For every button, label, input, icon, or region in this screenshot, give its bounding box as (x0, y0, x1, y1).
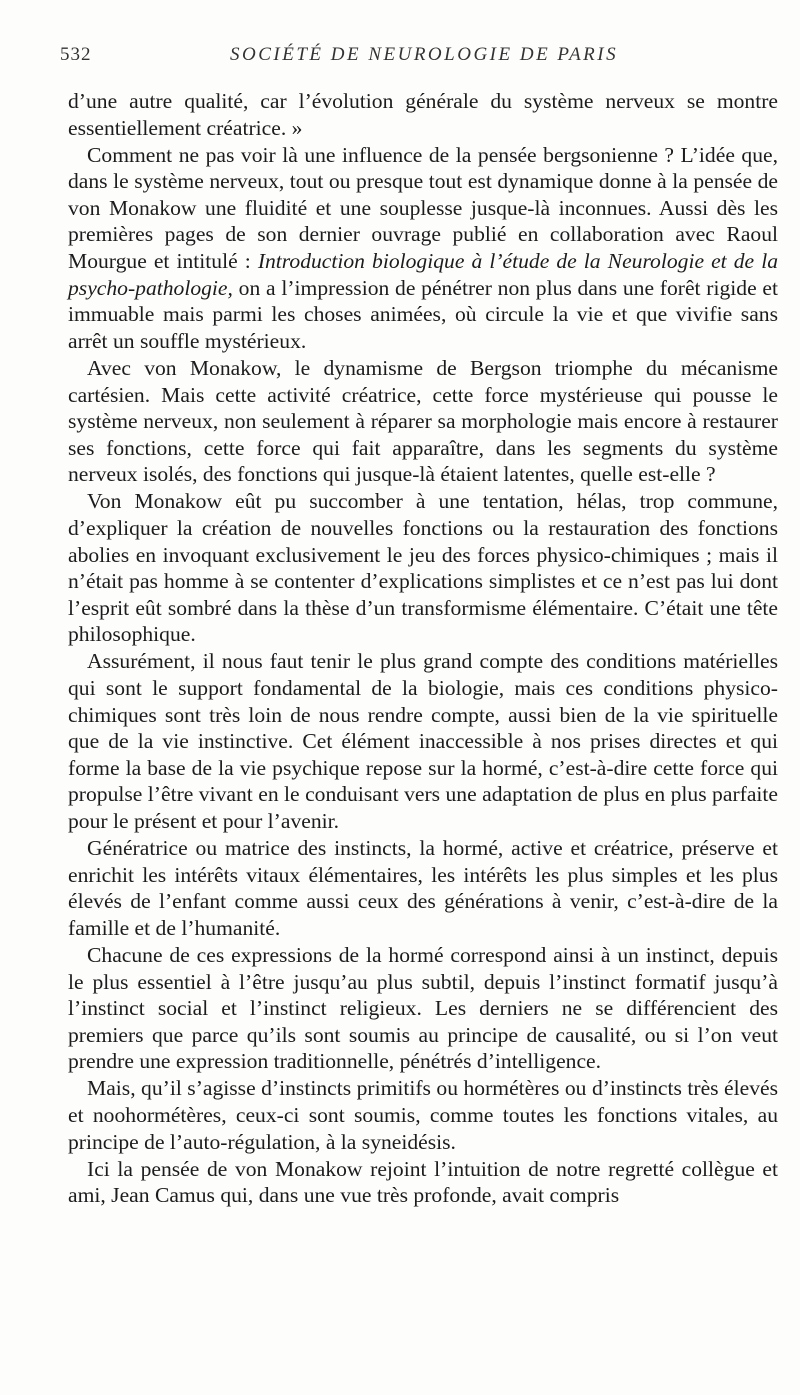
paragraph-continuation: d’une autre qualité, car l’évolution générale du système nerveux se montre essentiellement créatrice. » (68, 89, 778, 140)
journal-title: SOCIÉTÉ DE NEUROLOGIE DE PARIS (230, 44, 619, 65)
paragraph-text: on a l’impression de pénétrer non plus dans une forêt rigide et immuable mais parmi les choses animées, où circule la vie et que vivifie sans arrêt un souffle mystérieux. (68, 275, 778, 353)
paragraph-autoregulation: Mais, qu’il s’agisse d’instincts primitifs ou hormétères ou d’instincts très élevés et noohormétères, ceux-ci sont soumis, comme toutes les fonctions vitales, au principe de l’auto-régulation, à la syneidésis. (68, 1076, 778, 1154)
paragraph-temptation: Von Monakow eût pu succomber à une tentation, hélas, trop commune, d’expliquer la création de nouvelles fonctions ou la restauration des fonctions abolies en invoquant exclusivement le jeu des forces physico-chimiques ; mais il n’était pas homme à se contenter d’explications simplistes et ce n’est pas lui dont l’esprit eût sombré dans la thèse d’un transformisme élémentaire. C’était une tête philosophique. (68, 489, 778, 647)
paragraph-bergson-influence (68, 142, 778, 355)
running-head (60, 44, 740, 70)
body-text (68, 88, 778, 1209)
paragraph-generatrix: Génératrice ou matrice des instincts, la hormé, active et créatrice, préserve et enrichit les intérêts vitaux élémentaires, les intérêts les plus simples et les plus élevés de l’enfant comme aussi ceux des générations à venir, c’est-à-dire de la famille et de l’humanité. (68, 836, 778, 940)
paragraph-material-conditions: Assurément, il nous faut tenir le plus grand compte des conditions matérielles qui sont le support fondamental de la biologie, mais ces conditions physico-chimiques sont très loin de nous rendre compte, aussi bien de la vie spirituelle que de la vie instinctive. Cet élément inaccessible à nos prises directes et qui forme la base de la vie psychique repose sur la hormé, c’est-à-dire cette force qui propulse l’être vivant en le conduisant vers une adaptation de plus en plus parfaite pour le présent et pour l’avenir. (68, 649, 778, 834)
paragraph-jean-camus: Ici la pensée de von Monakow rejoint l’intuition de notre regretté collègue et ami, Jean Camus qui, dans une vue très profonde, avait compris (68, 1156, 778, 1208)
paragraph-instincts: Chacune de ces expressions de la hormé correspond ainsi à un instinct, depuis le plus essentiel à l’être jusqu’au plus subtil, depuis l’instinct formatif jusqu’à l’instinct social et l’instinct religieux. Les derniers ne se différencient des premiers que parce qu’ils sont soumis au principe de causalité, ou si l’on veut prendre une expression traditionnelle, pénétrés d’intelligence. (68, 943, 778, 1074)
page-number: 532 (60, 44, 92, 65)
paragraph-dynamism: Avec von Monakow, le dynamisme de Bergson triomphe du mécanisme cartésien. Mais cette activité créatrice, cette force mystérieuse qui pousse le système nerveux, non seulement à réparer sa morphologie mais encore à restaurer ses fonctions, cette force qui fait apparaître, dans les segments du système nerveux isolés, des fonctions qui jusque-là étaient latentes, quelle est-elle ? (68, 355, 778, 487)
paragraph-text: Comment ne pas voir là une influence de la pensée bergsonienne ? L’idée que, dans le système nerveux, tout ou presque tout est dynamique donne à la pensée de von Monakow une fluidité et une souplesse jusque-là inconnues. Aussi dès les premières pages de son dernier ouvrage publié en collaboration avec Raoul Mourgue et intitulé : (68, 142, 778, 274)
book-title: Introduction biologique à l’étude de la Neurologie et de la psycho-pathologie, (68, 249, 778, 300)
